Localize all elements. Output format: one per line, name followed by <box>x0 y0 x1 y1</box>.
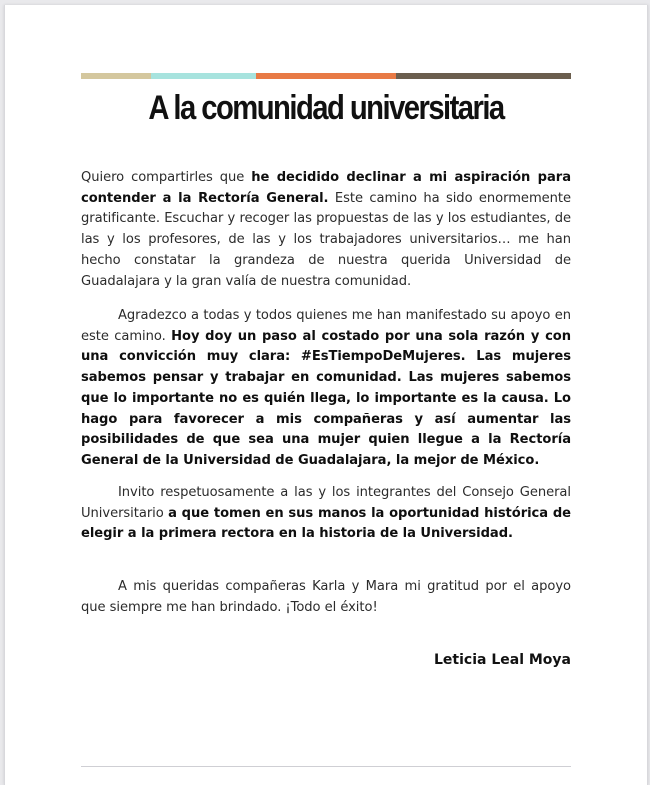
signature: Leticia Leal Moya <box>434 652 571 668</box>
footer-divider <box>81 766 571 767</box>
stripe-segment-brown <box>396 73 571 79</box>
stripe-segment-beige <box>81 73 151 79</box>
paragraph-1-text-2: Este camino ha sido enormemente gratificante. Escuchar y recoger las propuestas de las y los estudiantes, de las y los profesores, de las y los trabajadores universitarios… me han hecho constatar la grandeza de nuestra querida Universidad de Guadalajara y la gran valía de nuestra comunidad. <box>81 190 571 289</box>
stripe-segment-orange <box>256 73 396 79</box>
paragraph-2 <box>81 306 571 472</box>
page-title: A la comunidad universitaria <box>148 89 504 127</box>
paragraph-4 <box>81 577 571 618</box>
paragraph-3-text: Invito respetuosamente a las y los integrantes del Consejo General Universitario <box>81 485 571 521</box>
stripe-segment-aqua <box>151 73 256 79</box>
paragraph-1-bold: he decidido declinar a mi aspiración para contender a la Rectoría General. <box>81 170 571 206</box>
paragraph-1-text: Quiero compartirles que <box>81 170 252 185</box>
paragraph-4-text: A mis queridas compañeras Karla y Mara mi gratitud por el apoyo que siempre me han brindado. ¡Todo el éxito! <box>81 579 571 615</box>
document-page <box>4 5 648 785</box>
color-stripe <box>81 73 571 79</box>
paragraph-2-text: Agradezco a todas y todos quienes me han manifestado su apoyo en este camino. <box>81 308 571 344</box>
paragraph-3 <box>81 483 571 545</box>
paragraph-3-bold: a que tomen en sus manos la oportunidad histórica de elegir a la primera rectora en la historia de la Universidad. <box>81 505 571 542</box>
paragraph-2-bold: Hoy doy un paso al costado por una sola razón y con una convicción muy clara: #EsTiempoDeMujeres. Las mujeres sabemos pensar y trabajar en comunidad. Las mujeres sabemos que lo importante no es quién llega, lo importante es la causa. Lo hago para favorecer a mis compañeras y así aumentar las posibilidades de que sea una mujer quien llegue a la Rectoría General de la Universidad de Guadalajara, la mejor de México. <box>81 328 571 468</box>
paragraph-1 <box>81 168 571 292</box>
